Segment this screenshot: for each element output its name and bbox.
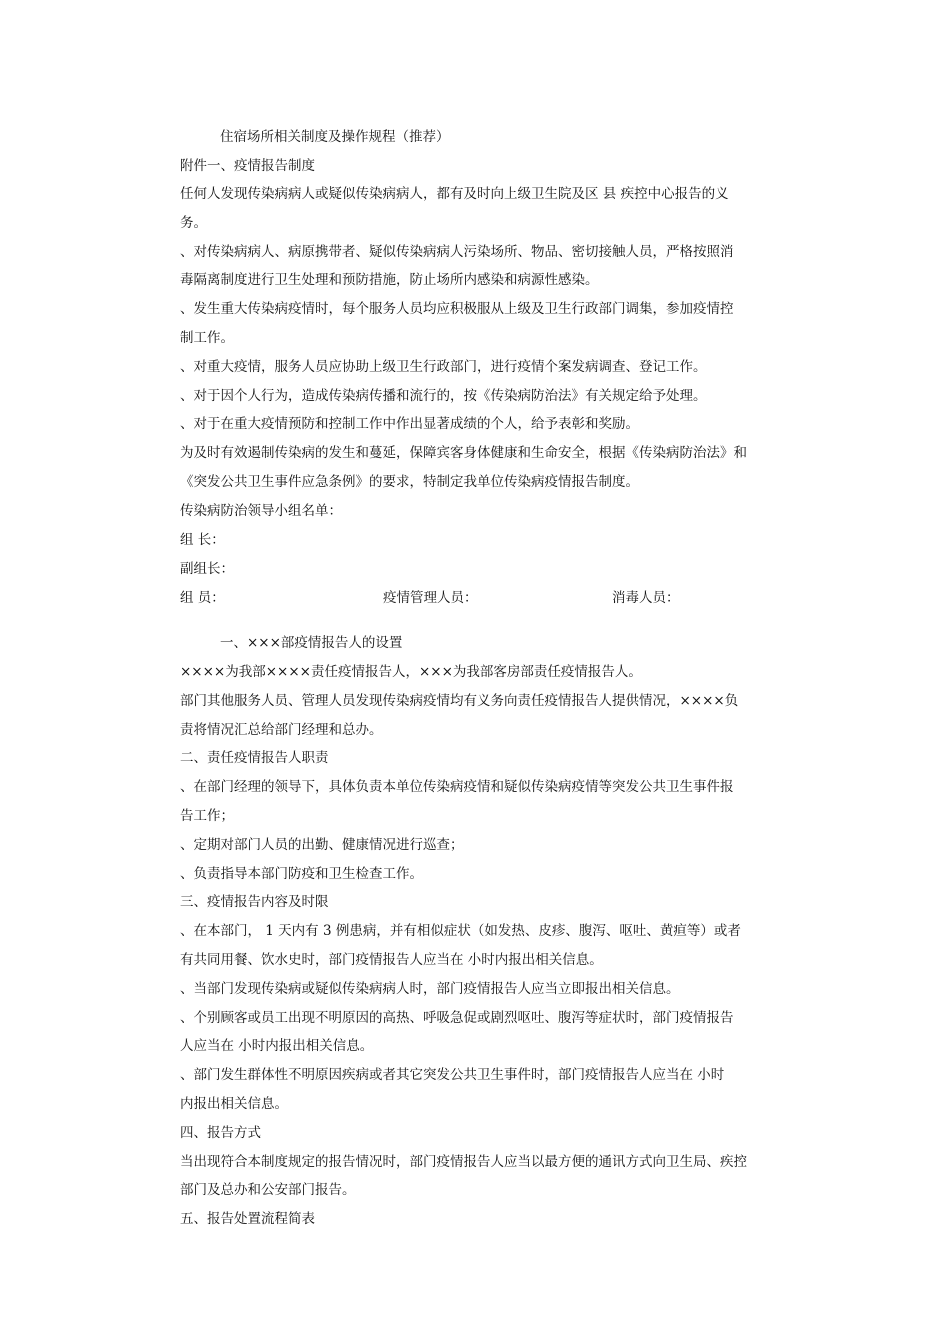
paragraph-line: 、部门发生群体性不明原因疾病或者其它突发公共卫生事件时，部门疫情报告人应当在 小时 xyxy=(180,1067,725,1083)
epidemic-manager-label: 疫情管理人员： xyxy=(383,590,478,606)
paragraph-line: 毒隔离制度进行卫生处理和预防措施，防止场所内感染和病源性感染。 xyxy=(180,272,599,288)
section-heading: 五、报告处置流程简表 xyxy=(180,1211,315,1227)
document-title: 住宿场所相关制度及操作规程（推荐） xyxy=(220,129,450,145)
paragraph-line: 、在部门经理的领导下，具体负责本单位传染病疫情和疑似传染病疫情等突发公共卫生事件报 xyxy=(180,779,734,795)
paragraph-line: 、对于因个人行为，造成传染病传播和流行的，按《传染病防治法》有关规定给予处理。 xyxy=(180,388,707,404)
section-heading: 二、责任疫情报告人职责 xyxy=(180,750,329,766)
paragraph-line: 组 长： xyxy=(180,532,225,548)
paragraph-line: 告工作； xyxy=(180,808,234,824)
paragraph-line: 、发生重大传染病疫情时，每个服务人员均应积极服从上级及卫生行政部门调集，参加疫情控 xyxy=(180,301,734,317)
paragraph-line: 制工作。 xyxy=(180,330,234,346)
group-members-label: 组 员： xyxy=(180,590,225,606)
section-heading: 一、×××部疫情报告人的设置 xyxy=(220,635,403,651)
paragraph-line: 有共同用餐、饮水史时，部门疫情报告人应当在 小时内报出相关信息。 xyxy=(180,952,603,968)
paragraph-line: 、对于在重大疫情预防和控制工作中作出显著成绩的个人，给予表彰和奖励。 xyxy=(180,416,639,432)
paragraph-line: 务。 xyxy=(180,215,207,231)
attachment-title: 附件一、疫情报告制度 xyxy=(180,158,315,174)
paragraph-line: 为及时有效遏制传染病的发生和蔓延，保障宾客身体健康和生命安全，根据《传染病防治法》和 xyxy=(180,445,747,461)
paragraph-line: 副组长： xyxy=(180,561,234,577)
paragraph-line: 当出现符合本制度规定的报告情况时，部门疫情报告人应当以最方便的通讯方式向卫生局、疾控 xyxy=(180,1154,747,1170)
paragraph-line: 、负责指导本部门防疫和卫生检查工作。 xyxy=(180,866,423,882)
paragraph-line: 、对传染病病人、病原携带者、疑似传染病病人污染场所、物品、密切接触人员，严格按照消 xyxy=(180,244,734,260)
paragraph-line: 任何人发现传染病病人或疑似传染病病人，都有及时向上级卫生院及区 县 疾控中心报告的义 xyxy=(180,186,729,202)
paragraph-line: 人应当在 小时内报出相关信息。 xyxy=(180,1038,374,1054)
paragraph-line: 、在本部门， 1 天内有 3 例患病，并有相似症状（如发热、皮疹、腹泻、呕吐、黄疸等）或者 xyxy=(180,923,741,939)
disinfection-staff-label: 消毒人员： xyxy=(612,590,680,606)
paragraph-line: 、当部门发现传染病或疑似传染病病人时，部门疫情报告人应当立即报出相关信息。 xyxy=(180,981,680,997)
paragraph-line: 部门及总办和公安部门报告。 xyxy=(180,1182,356,1198)
paragraph-line: 部门其他服务人员、管理人员发现传染病疫情均有义务向责任疫情报告人提供情况，××××负 xyxy=(180,693,739,709)
paragraph-line: 、对重大疫情，服务人员应协助上级卫生行政部门，进行疫情个案发病调查、登记工作。 xyxy=(180,359,707,375)
section-heading: 四、报告方式 xyxy=(180,1125,261,1141)
section-heading: 三、疫情报告内容及时限 xyxy=(180,894,329,910)
paragraph-line: 内报出相关信息。 xyxy=(180,1096,288,1112)
paragraph-line: 、个别顾客或员工出现不明原因的高热、呼吸急促或剧烈呕吐、腹泻等症状时，部门疫情报告 xyxy=(180,1010,734,1026)
paragraph-line: 传染病防治领导小组名单： xyxy=(180,503,342,519)
paragraph-line: ××××为我部××××责任疫情报告人，×××为我部客房部责任疫情报告人。 xyxy=(180,664,642,680)
paragraph-line: 责将情况汇总给部门经理和总办。 xyxy=(180,722,383,738)
paragraph-line: 《突发公共卫生事件应急条例》的要求，特制定我单位传染病疫情报告制度。 xyxy=(180,474,639,490)
paragraph-line: 、定期对部门人员的出勤、健康情况进行巡查； xyxy=(180,837,464,853)
